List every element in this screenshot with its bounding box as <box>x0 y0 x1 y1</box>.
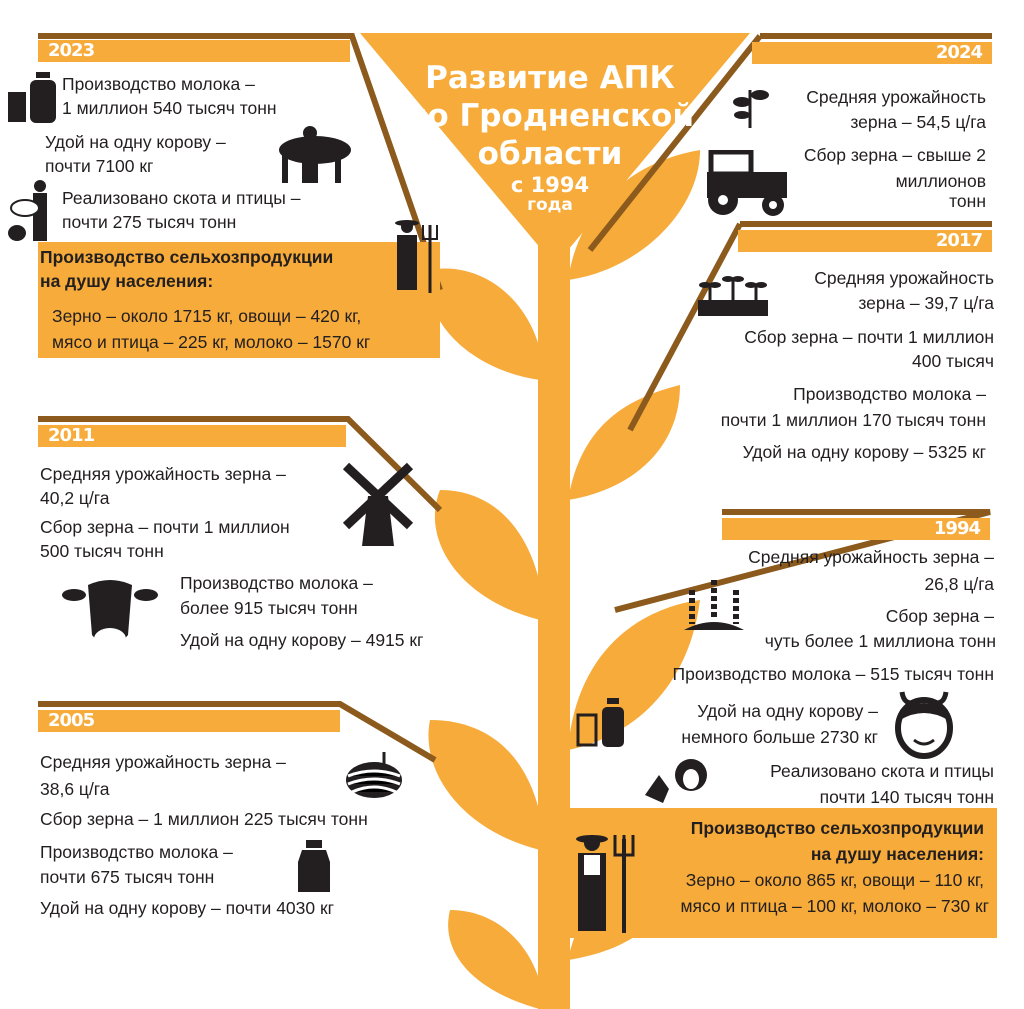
cow-face-icon <box>888 688 960 760</box>
farmer-cow-icon <box>270 125 355 185</box>
fact: Средняя урожайность зерна – <box>40 752 286 772</box>
year-bar-2011 <box>38 425 346 447</box>
year-label: 2011 <box>48 425 95 446</box>
title-line: области <box>477 136 623 172</box>
fact: почти 140 тысяч тонн <box>819 787 994 807</box>
fact: Сбор зерна – свыше 2 <box>803 145 986 165</box>
fact: мясо и птица – 225 кг, молоко – 1570 кг <box>52 332 371 352</box>
leaf <box>429 268 545 380</box>
fact: Средняя урожайность <box>806 87 986 107</box>
fact: зерна – 39,7 ц/га <box>858 293 994 313</box>
year-bar-2005 <box>38 710 340 732</box>
sprout-icon <box>732 80 772 130</box>
seedlings-icon <box>698 272 770 317</box>
fact: 38,6 ц/га <box>40 779 110 799</box>
fact: почти 1 миллион 170 тысяч тонн <box>720 410 986 430</box>
farmer-pig-chicken-icon <box>5 178 55 243</box>
fact: Производство молока – 515 тысяч тонн <box>672 664 994 684</box>
title-since: с 1994 <box>510 173 590 197</box>
box-heading: на душу населения: <box>40 271 214 291</box>
fact: 500 тысяч тонн <box>40 541 164 561</box>
fact: почти 7100 кг <box>45 156 154 176</box>
year-label: 2005 <box>48 710 95 731</box>
fact: чуть более 1 миллиона тонн <box>764 631 996 651</box>
milk-icon <box>576 697 628 749</box>
year-label: 2024 <box>935 42 982 63</box>
fact: Производство молока – <box>793 384 986 404</box>
year-label: 2023 <box>48 40 95 61</box>
title-since: года <box>527 195 573 215</box>
tractor-icon <box>703 150 793 218</box>
fact: Удой на одну корову – 4915 кг <box>180 630 424 650</box>
farmer-pitchfork-icon <box>385 215 445 295</box>
fact: Реализовано скота и птицы <box>770 761 994 781</box>
plowed-field-icon <box>344 750 404 800</box>
fact: Производство молока – <box>180 573 373 593</box>
fact: 26,8 ц/га <box>924 574 994 594</box>
box-heading: Производство сельхозпродукции <box>40 247 334 267</box>
fact: Сбор зерна – <box>885 606 994 626</box>
milk-can-icon <box>294 838 334 894</box>
fact: Сбор зерна – почти 1 миллион <box>40 517 290 537</box>
fact: почти 275 тысяч тонн <box>62 212 237 232</box>
fact: более 915 тысяч тонн <box>180 598 358 618</box>
fact: Удой на одну корову – <box>45 132 226 152</box>
year-bar-1994 <box>722 518 990 540</box>
fact: Удой на одну корову – <box>697 701 878 721</box>
farmer-pitchfork-icon <box>568 825 636 935</box>
wheat-field-icon <box>682 572 746 634</box>
fact: Удой на одну корову – 5325 кг <box>742 442 986 462</box>
fact: зерна – 54,5 ц/га <box>850 112 986 132</box>
leaf <box>448 910 545 1009</box>
fact: миллионов <box>895 171 986 191</box>
fact: Сбор зерна – 1 миллион 225 тысяч тонн <box>40 809 368 829</box>
fact: немного больше 2730 кг <box>681 727 878 747</box>
fact: Производство молока – <box>62 74 255 94</box>
chicken-sheep-icon <box>643 755 713 805</box>
title-line: Развитие АПК <box>425 60 675 96</box>
fact: 40,2 ц/га <box>40 488 110 508</box>
fact: Зерно – около 865 кг, овощи – 110 кг, <box>685 870 984 890</box>
fact: 400 тысяч <box>912 351 994 371</box>
year-label: 1994 <box>933 518 980 539</box>
leaf <box>568 385 680 500</box>
fact: почти 675 тысяч тонн <box>40 867 215 887</box>
year-bar-2024 <box>752 42 992 64</box>
fact: Сбор зерна – почти 1 миллион <box>744 327 994 347</box>
leaf <box>435 490 545 620</box>
fact: Зерно – около 1715 кг, овощи – 420 кг, <box>52 306 362 326</box>
fact: Производство молока – <box>40 842 233 862</box>
fact: тонн <box>949 191 986 211</box>
year-label: 2017 <box>935 230 982 251</box>
milk-icon <box>6 70 60 125</box>
fact: мясо и птица – 100 кг, молоко – 730 кг <box>680 896 989 916</box>
fact: 1 миллион 540 тысяч тонн <box>62 98 277 118</box>
leaf <box>428 720 545 850</box>
fact: Удой на одну корову – почти 4030 кг <box>40 898 335 918</box>
cow-head-icon <box>62 575 158 657</box>
windmill-icon <box>338 456 418 548</box>
title-line: по Гродненской <box>405 98 695 134</box>
fact: Реализовано скота и птицы – <box>62 188 301 208</box>
box-heading: Производство сельхозпродукции <box>690 818 984 838</box>
fact: Средняя урожайность <box>814 268 994 288</box>
year-bar-2017 <box>738 230 992 252</box>
fact: Средняя урожайность зерна – <box>40 464 286 484</box>
box-heading: на душу населения: <box>810 844 984 864</box>
fact: Средняя урожайность зерна – <box>748 547 994 567</box>
year-bar-2023 <box>38 40 350 62</box>
